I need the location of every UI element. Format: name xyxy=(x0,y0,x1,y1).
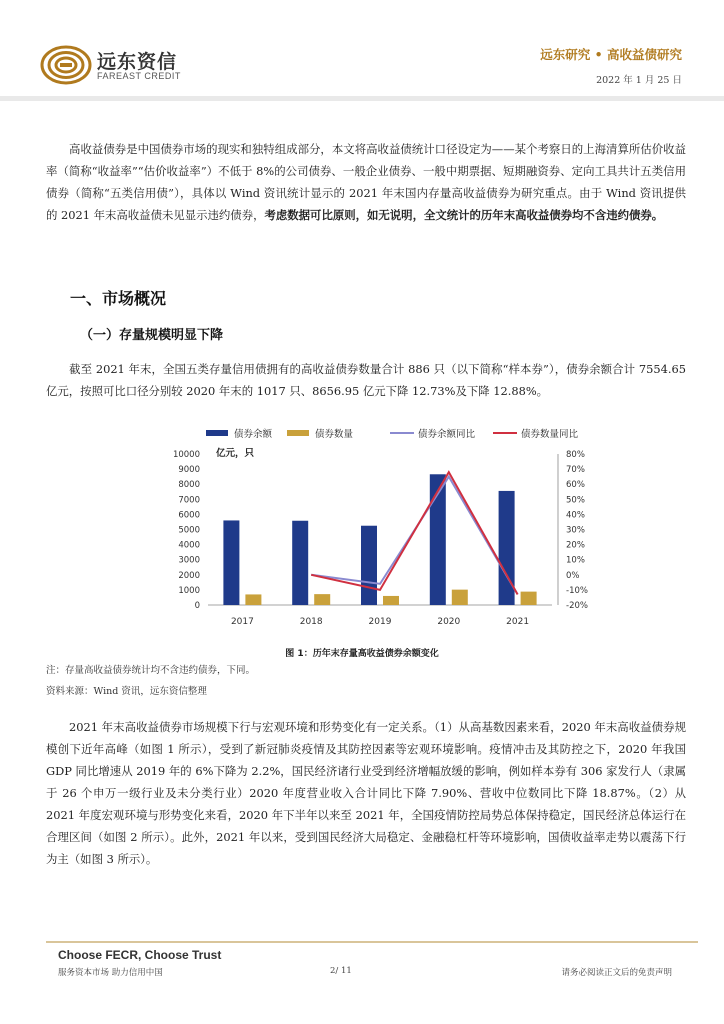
legend-swatch-1 xyxy=(287,430,309,436)
y-tick-label: 5000 xyxy=(178,525,200,536)
bar-债券余额-2017 xyxy=(223,520,239,605)
bar-债券数量-2017 xyxy=(245,594,261,605)
y2-tick-label: 60% xyxy=(566,480,585,491)
y-tick-label: 10000 xyxy=(172,450,200,460)
y2-tick-label: 0% xyxy=(566,570,580,581)
y-tick-label: 6000 xyxy=(178,510,200,521)
y2-tick-label: -10% xyxy=(566,585,588,596)
intro-paragraph xyxy=(46,138,686,226)
chart-bond-balance xyxy=(160,424,600,634)
legend-swatch-0 xyxy=(206,430,228,436)
y2-tick-label: 80% xyxy=(566,450,585,460)
subsection-title: （一）存量规模明显下降 xyxy=(80,328,224,343)
section-title: 一、市场概况 xyxy=(70,289,167,308)
y-tick-label: 2000 xyxy=(178,570,200,581)
chart-caption: 图 1：历年末存量高收益债券余额变化 xyxy=(285,649,439,659)
bar-债券余额-2019 xyxy=(361,526,377,605)
page-number: 2/ 11 xyxy=(330,966,352,976)
y-tick-label: 8000 xyxy=(178,480,200,491)
footer-motto: 服务资本市场 助力信用中国 xyxy=(58,968,163,978)
logo-name-cn: 远东资信 xyxy=(97,51,178,73)
legend-label: 债券余额同比 xyxy=(418,429,476,440)
chart-note: 注：存量高收益债券统计均不含违约债券，下同。 xyxy=(46,665,256,676)
chart-unit-label: 亿元，只 xyxy=(216,448,255,459)
intro-text: 高收益债券是中国债券市场的现实和独特组成部分，本文将高收益债统计口径设定为——某个考察日的上海清算所估价收益率（简称“收益率”“估价收益率”）不低于 8%的公司债券、一般企业债券、一般中期票据、短期融资券、定向工具共计五类信用债券（简称“五类信用债”），具体以 Wind 资讯统计显示的 2021 年末国内存量高收益债券为研究重点。由于 Wind 资讯提供的 2021 年末高收益债未见显示违约债券， xyxy=(46,142,686,222)
y2-tick-label: 10% xyxy=(566,555,585,566)
y2-tick-label: -20% xyxy=(566,601,588,611)
y-tick-label: 0 xyxy=(194,601,200,611)
x-tick-label: 2017 xyxy=(230,617,254,627)
footer-disclaimer: 请务必阅读正文后的免责声明 xyxy=(561,968,672,978)
y2-tick-label: 70% xyxy=(566,465,585,476)
y-tick-label: 9000 xyxy=(178,465,200,476)
intro-bold-text: 考虑数据可比原则，如无说明，全文统计的历年末高收益债券均不含违约债券。 xyxy=(264,208,664,222)
y-tick-label: 1000 xyxy=(178,585,200,596)
y-tick-label: 3000 xyxy=(178,555,200,566)
legend-label: 债券数量同比 xyxy=(521,429,579,440)
line-债券数量同比 xyxy=(311,472,517,594)
x-tick-label: 2021 xyxy=(506,617,530,627)
logo-name-en: FAREAST CREDIT xyxy=(97,71,181,81)
y-tick-label: 4000 xyxy=(178,540,200,551)
y2-tick-label: 20% xyxy=(566,540,585,551)
footer-slogan: Choose FECR, Choose Trust xyxy=(58,948,222,962)
paragraph-market-size: 截至 2021 年末，全国五类存量信用债拥有的高收益债券数量合计 886 只（以下简称“样本券”），债券余额合计 7554.65 亿元，按照可比口径分别较 2020 年末的 1017 只、8656.95 亿元下降 12.73%及下降 12.88%。 xyxy=(46,362,686,398)
bar-债券数量-2019 xyxy=(383,596,399,605)
bar-债券数量-2020 xyxy=(452,590,468,605)
report-title: 远东研究 • 高收益债研究 xyxy=(540,47,682,62)
y2-tick-label: 50% xyxy=(566,495,585,506)
bar-债券余额-2021 xyxy=(499,491,515,605)
legend-label: 债券余额 xyxy=(234,429,273,440)
chart-source: 资料来源：Wind 资讯，远东资信整理 xyxy=(46,686,207,697)
header xyxy=(0,0,724,100)
x-tick-label: 2019 xyxy=(368,617,392,627)
x-tick-label: 2020 xyxy=(437,617,461,627)
paragraph-analysis: 2021 年末高收益债券市场规模下行与宏观环境和形势变化有一定关系。（1）从高基数因素来看，2020 年末高收益债券规模创下近年高峰（如图 1 所示），受到了新冠肺炎疫情及其防控因素等宏观环境影响。疫情冲击及其防控之下，2020 年我国 GDP 同比增速从 2019 年的 6%下降为 2.2%，国民经济诸行业受到经济增幅放缓的影响，例如样本券有 306 家发行人（隶属于 26 个申万一级行业及未分类行业）2020 年度营业收入合计同比下降 7.90%、营收中位数同比下降 18.87%。（2）从 2021 年度宏观环境与形势变化来看，2020 年下半年以来至 2021 年，全国疫情防控局势总体保持稳定，国民经济总体运行在合理区间（如图 2 所示）。此外，2021 年以来，受到国民经济大局稳定、金融稳杠杆等环境影响，国债收益率走势以震荡下行为主（如图 3 所示）。 xyxy=(46,720,686,866)
chart-container xyxy=(160,424,600,634)
bar-债券数量-2018 xyxy=(314,594,330,605)
y-tick-label: 7000 xyxy=(178,495,200,506)
bar-债券数量-2021 xyxy=(521,592,537,605)
bar-债券余额-2018 xyxy=(292,521,308,605)
y2-tick-label: 40% xyxy=(566,510,585,521)
fecr-logo-icon xyxy=(40,44,92,86)
report-date: 2022 年 1 月 25 日 xyxy=(596,75,682,86)
footer xyxy=(0,935,724,985)
y2-tick-label: 30% xyxy=(566,525,585,536)
legend-label: 债券数量 xyxy=(315,429,354,440)
footer-divider xyxy=(46,941,698,943)
header-divider xyxy=(0,96,724,101)
line-债券余额同比 xyxy=(311,477,517,595)
x-tick-label: 2018 xyxy=(299,617,323,627)
